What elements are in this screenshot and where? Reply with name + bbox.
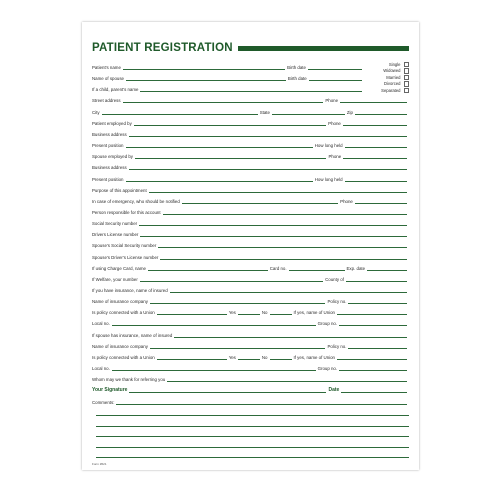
- comment-line[interactable]: [96, 447, 409, 448]
- field-input-line[interactable]: [102, 109, 258, 115]
- form-row: [92, 384, 409, 393]
- form-row: [92, 173, 409, 182]
- field-input-line[interactable]: [150, 343, 326, 349]
- registration-form-sheet: [82, 22, 419, 470]
- field-label: If spouse has insurance, name of insured: [92, 332, 173, 338]
- form-row: [92, 217, 409, 226]
- field-input-line[interactable]: [348, 298, 407, 304]
- field-input-line[interactable]: [341, 387, 407, 393]
- field-input-line[interactable]: [174, 332, 407, 338]
- status-option[interactable]: Widowed: [369, 68, 409, 75]
- form-row: [92, 306, 409, 315]
- field-input-line[interactable]: [140, 86, 362, 92]
- field-label: Group no.: [317, 366, 338, 372]
- form-row: [92, 83, 364, 92]
- field-label: Group no.: [317, 321, 338, 327]
- form-title: PATIENT REGISTRATION: [92, 42, 233, 54]
- field-input-line[interactable]: [309, 75, 362, 81]
- field-input-line[interactable]: [123, 64, 285, 70]
- form-row: [92, 61, 364, 70]
- field-input-line[interactable]: [339, 365, 407, 371]
- field-input-line[interactable]: [355, 109, 407, 115]
- field-input-line[interactable]: [182, 198, 338, 204]
- field-label: Yes: [228, 310, 236, 316]
- field-label: Whom may we thank for referring you: [92, 377, 166, 383]
- checkbox[interactable]: [404, 68, 410, 74]
- form-row: [92, 239, 409, 248]
- field-input-line[interactable]: [163, 209, 407, 215]
- field-input-line[interactable]: [129, 131, 407, 137]
- form-row: [92, 150, 409, 159]
- form-row: [92, 362, 409, 371]
- field-input-line[interactable]: [337, 354, 407, 360]
- field-label: If a child, parent's name: [92, 87, 139, 93]
- field-label: Person responsible for this account: [92, 209, 161, 215]
- field-input-line[interactable]: [126, 176, 313, 182]
- checkbox[interactable]: [404, 88, 410, 94]
- comment-line[interactable]: [96, 457, 409, 458]
- marital-status-checkboxes: [369, 61, 409, 94]
- field-label: Local no.: [92, 366, 110, 372]
- field-label: No: [261, 310, 268, 316]
- field-label: Present position: [92, 143, 124, 149]
- form-row: [92, 117, 409, 126]
- form-row: [92, 72, 364, 81]
- form-row: [92, 206, 409, 215]
- field-label: Spouse's Driver's License number: [92, 254, 159, 260]
- field-input-line[interactable]: [126, 142, 313, 148]
- form-row: [92, 195, 409, 204]
- field-input-line[interactable]: [272, 109, 345, 115]
- form-row: [92, 373, 409, 382]
- field-label: If yes, name of Union: [293, 310, 336, 316]
- field-input-line[interactable]: [339, 320, 407, 326]
- field-label: Spouse's Social Security number: [92, 243, 157, 249]
- field-input-line[interactable]: [126, 75, 286, 81]
- field-input-line[interactable]: [345, 176, 407, 182]
- field-input-line[interactable]: [157, 309, 227, 315]
- field-label: How long held: [314, 143, 343, 149]
- field-label: Exp. date: [346, 265, 366, 271]
- field-label: Is policy connected with a Union: [92, 310, 155, 316]
- checkbox[interactable]: [404, 75, 410, 81]
- field-label: If yes, name of Union: [293, 354, 336, 360]
- field-input-line[interactable]: [345, 142, 407, 148]
- field-label: Spouse employed by: [92, 154, 134, 160]
- field-input-line[interactable]: [170, 287, 407, 293]
- field-label: Birth date: [287, 76, 307, 82]
- form-row: [92, 262, 409, 271]
- title-rule: [238, 46, 409, 51]
- form-row: [92, 184, 409, 193]
- field-label: Social Security number: [92, 221, 138, 227]
- status-option[interactable]: Separated: [369, 87, 409, 94]
- field-label: Name of spouse: [92, 76, 124, 82]
- field-input-line[interactable]: [348, 343, 407, 349]
- field-label: Business address: [92, 131, 127, 137]
- form-row: [92, 351, 409, 360]
- field-label: County of: [325, 276, 344, 282]
- field-input-line[interactable]: [148, 265, 268, 271]
- field-input-line[interactable]: [134, 120, 326, 126]
- field-input-line[interactable]: [167, 376, 407, 382]
- field-label: Date: [328, 387, 340, 394]
- field-label: How long held: [314, 176, 343, 182]
- field-label: Name of insurance company: [92, 299, 148, 305]
- field-input-line[interactable]: [116, 399, 407, 405]
- field-input-line[interactable]: [139, 220, 407, 226]
- form-row: [92, 284, 409, 293]
- field-label: Name of insurance company: [92, 343, 148, 349]
- field-label: Drivers License number: [92, 232, 139, 238]
- field-input-line[interactable]: [270, 354, 292, 360]
- form-header: [92, 41, 409, 55]
- checkbox[interactable]: [404, 62, 410, 68]
- field-label: Policy no.: [327, 343, 347, 349]
- field-input-line[interactable]: [343, 120, 407, 126]
- form-row: [92, 273, 409, 282]
- field-label: City: [92, 109, 100, 115]
- field-input-line[interactable]: [308, 64, 362, 70]
- field-label: Street address: [92, 98, 121, 104]
- field-input-line[interactable]: [150, 298, 326, 304]
- field-label: Yes: [228, 354, 236, 360]
- field-label: If Welfare, your number: [92, 276, 138, 282]
- field-input-line[interactable]: [149, 187, 407, 193]
- field-label: If you have insurance, name of insured: [92, 288, 168, 293]
- field-label: Business address: [92, 165, 127, 171]
- field-input-line[interactable]: [157, 354, 227, 360]
- field-input-line[interactable]: [112, 320, 316, 326]
- field-input-line[interactable]: [340, 97, 407, 103]
- form-row: [92, 228, 409, 237]
- field-input-line[interactable]: [238, 309, 260, 315]
- status-option[interactable]: Married: [369, 74, 409, 81]
- field-label: Comments:: [92, 399, 115, 405]
- status-option[interactable]: Divorced: [369, 81, 409, 88]
- form-row: [92, 340, 409, 349]
- field-label: In case of emergency, who should be notified: [92, 198, 180, 204]
- field-input-line[interactable]: [140, 276, 323, 282]
- field-input-line[interactable]: [337, 309, 407, 315]
- field-label: State: [259, 109, 270, 115]
- field-input-line[interactable]: [367, 265, 407, 271]
- field-label: Policy no.: [327, 299, 347, 305]
- field-input-line[interactable]: [129, 387, 326, 393]
- comment-line[interactable]: [96, 426, 409, 427]
- comment-line[interactable]: [96, 415, 409, 416]
- field-label: Birth date: [287, 65, 306, 70]
- field-label: Phone: [328, 120, 341, 126]
- field-label: Your Signature: [92, 387, 128, 394]
- field-input-line[interactable]: [343, 153, 407, 159]
- field-input-line[interactable]: [289, 265, 345, 271]
- field-input-line[interactable]: [135, 153, 326, 159]
- field-label: Is policy connected with a Union: [92, 354, 155, 360]
- comment-line[interactable]: [96, 436, 409, 437]
- field-label: Patient employed by: [92, 120, 132, 126]
- form-row: [92, 161, 409, 170]
- field-label: Card no.: [269, 265, 287, 271]
- field-label: Zip: [346, 109, 353, 115]
- field-label: Phone: [340, 198, 353, 204]
- field-input-line[interactable]: [270, 309, 292, 315]
- form-row: [92, 317, 409, 326]
- field-input-line[interactable]: [355, 198, 407, 204]
- field-input-line[interactable]: [123, 97, 324, 103]
- field-label: Patient's name: [92, 65, 121, 70]
- field-input-line[interactable]: [112, 365, 316, 371]
- field-input-line[interactable]: [158, 242, 407, 248]
- field-label: Present position: [92, 176, 124, 182]
- status-option[interactable]: Single: [369, 61, 409, 68]
- form-number: Form #621: [92, 462, 107, 466]
- field-label: If using Charge Card, name: [92, 265, 146, 271]
- field-label: Local no.: [92, 321, 110, 327]
- field-label: Purpose of this appointment: [92, 187, 147, 193]
- field-input-line[interactable]: [346, 276, 407, 282]
- checkbox[interactable]: [404, 81, 410, 87]
- form-row: [92, 295, 409, 304]
- field-input-line[interactable]: [129, 164, 407, 170]
- form-row: [92, 396, 409, 405]
- field-label: Phone: [328, 154, 342, 160]
- field-label: No: [261, 354, 268, 360]
- form-row: [92, 139, 409, 148]
- form-row: [92, 106, 409, 115]
- field-input-line[interactable]: [238, 354, 260, 360]
- form-row: [92, 329, 409, 338]
- form-row: [92, 128, 409, 137]
- form-row: [92, 94, 409, 103]
- field-input-line[interactable]: [140, 231, 407, 237]
- field-input-line[interactable]: [160, 254, 407, 260]
- form-row: [92, 251, 409, 260]
- field-label: Phone: [325, 98, 339, 104]
